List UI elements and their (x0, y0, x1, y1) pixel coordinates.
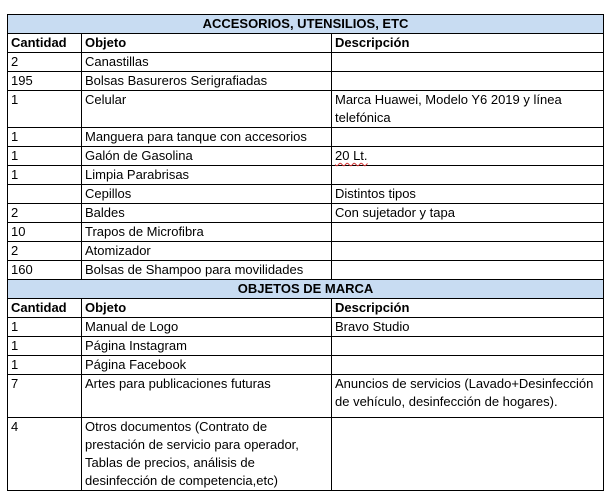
table-row (8, 375, 604, 418)
object-cell: Bolsas de Shampoo para movilidades (82, 261, 332, 280)
table-row (8, 418, 604, 491)
object-cell: Cepillos (82, 185, 332, 204)
qty-cell: 160 (8, 261, 82, 280)
description-cell (332, 356, 604, 375)
object-cell: Trapos de Microfibra (82, 223, 332, 242)
qty-cell: 1 (8, 318, 82, 337)
qty-cell: 195 (8, 72, 82, 91)
header-cantidad: Cantidad (8, 34, 82, 53)
description-cell: Distintos tipos (332, 185, 604, 204)
table-row (8, 318, 604, 337)
description-cell (332, 53, 604, 72)
object-cell: Artes para publicaciones futuras (82, 375, 332, 418)
table-row (8, 204, 604, 223)
description-cell: Anuncios de servicios (Lavado+Desinfección de vehículo, desinfección de hogares). (332, 375, 604, 418)
description-cell (332, 418, 604, 491)
object-cell: Baldes (82, 204, 332, 223)
table-row (8, 223, 604, 242)
qty-cell: 2 (8, 53, 82, 72)
table-row (8, 356, 604, 375)
table-row (8, 242, 604, 261)
object-cell: Bolsas Basureros Serigrafiadas (82, 72, 332, 91)
object-cell: Galón de Gasolina (82, 147, 332, 166)
table-row (8, 72, 604, 91)
section-title: OBJETOS DE MARCA (8, 280, 604, 299)
description-cell (332, 147, 604, 166)
object-cell: Canastillas (82, 53, 332, 72)
qty-cell (8, 185, 82, 204)
description-cell (332, 242, 604, 261)
table-row (8, 185, 604, 204)
object-cell: Manguera para tanque con accesorios (82, 128, 332, 147)
qty-cell: 1 (8, 356, 82, 375)
qty-cell: 7 (8, 375, 82, 418)
qty-cell: 2 (8, 204, 82, 223)
table-row (8, 337, 604, 356)
description-cell (332, 166, 604, 185)
object-cell: Otros documentos (Contrato de prestación de servicio para operador, Tablas de precios, análisis de desinfección de competencia,etc) (82, 418, 332, 491)
description-cell (332, 337, 604, 356)
description-cell: Bravo Studio (332, 318, 604, 337)
section-header-accesorios (8, 15, 604, 34)
qty-cell: 1 (8, 128, 82, 147)
object-cell: Manual de Logo (82, 318, 332, 337)
header-objeto: Objeto (82, 34, 332, 53)
description-cell: Marca Huawei, Modelo Y6 2019 y línea telefónica (332, 91, 604, 128)
object-cell: Atomizador (82, 242, 332, 261)
table-row (8, 166, 604, 185)
column-header-row (8, 34, 604, 53)
qty-cell: 2 (8, 242, 82, 261)
description-cell (332, 223, 604, 242)
table-row (8, 91, 604, 128)
qty-cell: 1 (8, 147, 82, 166)
object-cell: Página Facebook (82, 356, 332, 375)
object-cell: Página Instagram (82, 337, 332, 356)
section-title: ACCESORIOS, UTENSILIOS, ETC (8, 15, 604, 34)
description-cell (332, 72, 604, 91)
header-cantidad: Cantidad (8, 299, 82, 318)
qty-cell: 1 (8, 337, 82, 356)
table-row (8, 53, 604, 72)
table-row (8, 147, 604, 166)
object-cell: Limpia Parabrisas (82, 166, 332, 185)
object-cell: Celular (82, 91, 332, 128)
table-row (8, 128, 604, 147)
description-cell: Con sujetador y tapa (332, 204, 604, 223)
qty-cell: 1 (8, 91, 82, 128)
header-descripcion: Descripción (332, 299, 604, 318)
header-descripcion: Descripción (332, 34, 604, 53)
header-objeto: Objeto (82, 299, 332, 318)
description-text: 20 Lt. (335, 148, 368, 163)
column-header-row (8, 299, 604, 318)
section-header-objetos-de-marca (8, 280, 604, 299)
table-row (8, 261, 604, 280)
description-cell (332, 261, 604, 280)
qty-cell: 10 (8, 223, 82, 242)
inventory-table (7, 14, 604, 491)
description-cell (332, 128, 604, 147)
qty-cell: 4 (8, 418, 82, 491)
qty-cell: 1 (8, 166, 82, 185)
